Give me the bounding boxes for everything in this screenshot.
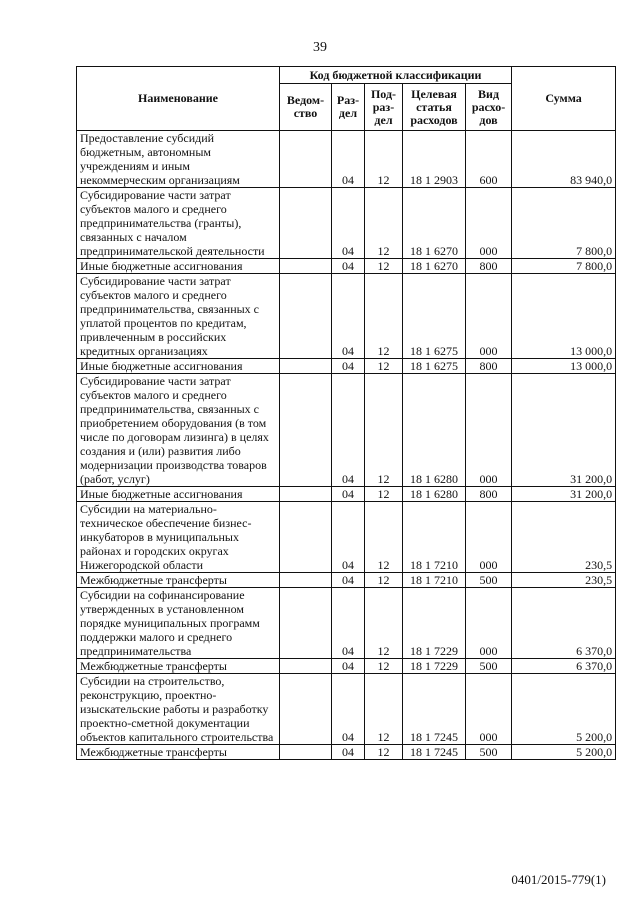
row-name-cell: Субсидии на строительство, реконструкцию, проектно-изыскательские работы и разработку проектно-сметной документации объектов капитального строительства — [77, 674, 280, 745]
row-sum-cell: 6 370,0 — [512, 588, 616, 659]
row-name-cell: Межбюджетные трансферты — [77, 659, 280, 674]
table-row — [77, 659, 616, 674]
row-dept-cell — [280, 588, 332, 659]
row-section-cell: 04 — [332, 374, 365, 487]
row-sum-cell: 7 800,0 — [512, 188, 616, 259]
row-section-cell: 04 — [332, 674, 365, 745]
row-name-cell: Предоставление субсидий бюджетным, автономным учреждениям и иным некоммерческим организациям — [77, 131, 280, 188]
table-row — [77, 745, 616, 760]
row-type-cell: 000 — [466, 502, 512, 573]
row-section-cell: 04 — [332, 274, 365, 359]
row-section-cell: 04 — [332, 573, 365, 588]
row-target-cell: 18 1 6270 — [403, 188, 466, 259]
header-subsection: Под-раз-дел — [365, 84, 403, 131]
table-row — [77, 487, 616, 502]
row-section-cell: 04 — [332, 259, 365, 274]
row-target-cell: 18 1 7229 — [403, 588, 466, 659]
row-subsection-cell: 12 — [365, 259, 403, 274]
row-subsection-cell: 12 — [365, 487, 403, 502]
row-target-cell: 18 1 6280 — [403, 487, 466, 502]
table-row — [77, 573, 616, 588]
row-sum-cell: 5 200,0 — [512, 745, 616, 760]
row-name-cell: Субсидии на материально-техническое обеспечение бизнес-инкубаторов в муниципальных районах и городских округах Нижегородской области — [77, 502, 280, 573]
table-row — [77, 588, 616, 659]
row-sum-cell: 13 000,0 — [512, 359, 616, 374]
row-name-cell: Субсидирование части затрат субъектов малого и среднего предпринимательства, связанных с уплатой процентов по кредитам, привлеченным в российских кредитных организациях — [77, 274, 280, 359]
row-section-cell: 04 — [332, 588, 365, 659]
row-subsection-cell: 12 — [365, 573, 403, 588]
row-target-cell: 18 1 6275 — [403, 359, 466, 374]
header-sum: Сумма — [512, 67, 616, 131]
table-row — [77, 188, 616, 259]
row-sum-cell: 230,5 — [512, 573, 616, 588]
row-dept-cell — [280, 274, 332, 359]
row-subsection-cell: 12 — [365, 374, 403, 487]
row-target-cell: 18 1 7210 — [403, 573, 466, 588]
header-name: Наименование — [77, 67, 280, 131]
row-name-cell: Межбюджетные трансферты — [77, 745, 280, 760]
row-name-cell: Межбюджетные трансферты — [77, 573, 280, 588]
row-dept-cell — [280, 188, 332, 259]
row-type-cell: 500 — [466, 573, 512, 588]
row-name-cell: Иные бюджетные ассигнования — [77, 259, 280, 274]
row-dept-cell — [280, 131, 332, 188]
row-type-cell: 500 — [466, 659, 512, 674]
row-section-cell: 04 — [332, 502, 365, 573]
row-type-cell: 800 — [466, 359, 512, 374]
row-subsection-cell: 12 — [365, 588, 403, 659]
row-target-cell: 18 1 7245 — [403, 745, 466, 760]
table-row — [77, 274, 616, 359]
header-row-group — [77, 67, 616, 84]
row-name-cell: Иные бюджетные ассигнования — [77, 487, 280, 502]
row-subsection-cell: 12 — [365, 188, 403, 259]
row-sum-cell: 31 200,0 — [512, 487, 616, 502]
row-target-cell: 18 1 6270 — [403, 259, 466, 274]
row-sum-cell: 5 200,0 — [512, 674, 616, 745]
row-subsection-cell: 12 — [365, 674, 403, 745]
row-target-cell: 18 1 2903 — [403, 131, 466, 188]
row-section-cell: 04 — [332, 359, 365, 374]
table-row — [77, 359, 616, 374]
header-dept: Ведом-ство — [280, 84, 332, 131]
table-row — [77, 259, 616, 274]
row-type-cell: 500 — [466, 745, 512, 760]
row-section-cell: 04 — [332, 745, 365, 760]
row-type-cell: 800 — [466, 487, 512, 502]
table-row — [77, 674, 616, 745]
row-target-cell: 18 1 6280 — [403, 374, 466, 487]
row-type-cell: 000 — [466, 588, 512, 659]
row-type-cell: 000 — [466, 188, 512, 259]
row-sum-cell: 13 000,0 — [512, 274, 616, 359]
row-subsection-cell: 12 — [365, 359, 403, 374]
table-row — [77, 502, 616, 573]
row-section-cell: 04 — [332, 659, 365, 674]
row-type-cell: 800 — [466, 259, 512, 274]
row-type-cell: 600 — [466, 131, 512, 188]
row-dept-cell — [280, 259, 332, 274]
row-dept-cell — [280, 674, 332, 745]
row-type-cell: 000 — [466, 274, 512, 359]
row-target-cell: 18 1 6275 — [403, 274, 466, 359]
row-subsection-cell: 12 — [365, 745, 403, 760]
row-name-cell: Субсидирование части затрат субъектов малого и среднего предпринимательства (гранты), связанных с началом предпринимательской деятельности — [77, 188, 280, 259]
row-subsection-cell: 12 — [365, 274, 403, 359]
header-target: Целевая статья расходов — [403, 84, 466, 131]
page-number: 39 — [313, 40, 327, 55]
row-type-cell: 000 — [466, 374, 512, 487]
budget-table — [76, 66, 616, 760]
row-dept-cell — [280, 359, 332, 374]
row-name-cell: Иные бюджетные ассигнования — [77, 359, 280, 374]
row-dept-cell — [280, 573, 332, 588]
row-name-cell: Субсидии на софинансирование утвержденных в установленном порядке муниципальных программ поддержки малого и среднего предпринимательства — [77, 588, 280, 659]
row-target-cell: 18 1 7229 — [403, 659, 466, 674]
document-code: 0401/2015-779(1) — [511, 872, 606, 887]
row-subsection-cell: 12 — [365, 502, 403, 573]
row-sum-cell: 6 370,0 — [512, 659, 616, 674]
row-dept-cell — [280, 487, 332, 502]
row-dept-cell — [280, 745, 332, 760]
row-type-cell: 000 — [466, 674, 512, 745]
table-row — [77, 374, 616, 487]
row-sum-cell: 230,5 — [512, 502, 616, 573]
header-type: Вид расхо-дов — [466, 84, 512, 131]
row-section-cell: 04 — [332, 188, 365, 259]
row-dept-cell — [280, 502, 332, 573]
row-dept-cell — [280, 659, 332, 674]
row-name-cell: Субсидирование части затрат субъектов малого и среднего предпринимательства, связанных с приобретением оборудования (в том числе по договорам лизинга) в целях создания и (или) развития либо модернизации производства товаров (работ, услуг) — [77, 374, 280, 487]
row-section-cell: 04 — [332, 487, 365, 502]
row-sum-cell: 7 800,0 — [512, 259, 616, 274]
row-section-cell: 04 — [332, 131, 365, 188]
row-sum-cell: 31 200,0 — [512, 374, 616, 487]
row-subsection-cell: 12 — [365, 131, 403, 188]
header-section: Раз-дел — [332, 84, 365, 131]
row-target-cell: 18 1 7210 — [403, 502, 466, 573]
row-sum-cell: 83 940,0 — [512, 131, 616, 188]
table-row — [77, 131, 616, 188]
row-subsection-cell: 12 — [365, 659, 403, 674]
row-dept-cell — [280, 374, 332, 487]
row-target-cell: 18 1 7245 — [403, 674, 466, 745]
header-classification-group: Код бюджетной классификации — [280, 67, 512, 84]
